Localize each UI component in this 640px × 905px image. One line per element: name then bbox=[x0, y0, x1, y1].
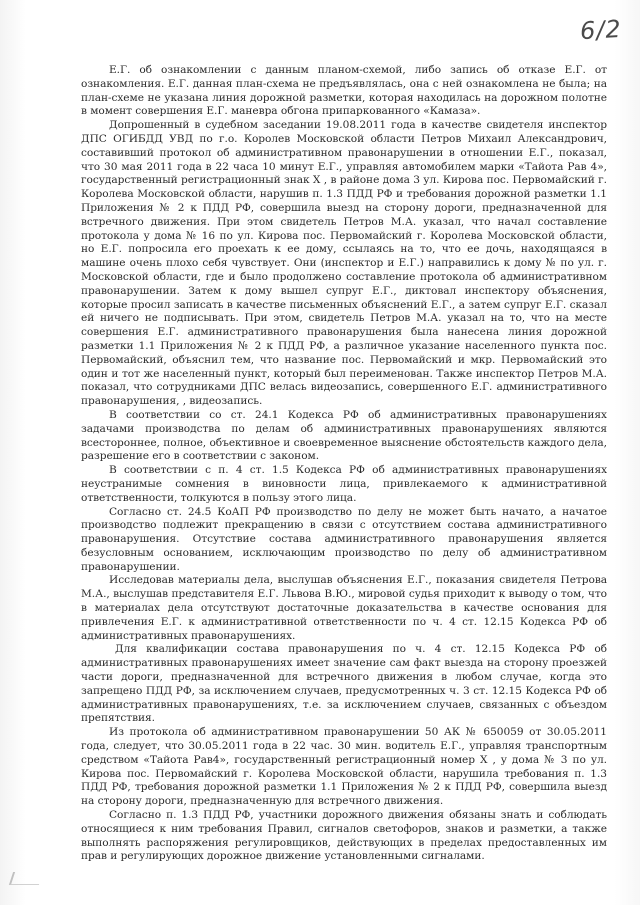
paragraph-materials-review: Исследовав материалы дела, выслушав объяснения Е.Г., показания свидетеля Петрова М.А., выслушав представителя Е.Г. Львова В.Ю., мировой судья приходит к выводу о том, что в материалах дела отсутствуют достаточные доказательства в качестве основания для привлечения Е.Г. к административной ответственности по ч. 4 ст. 12.15 Кодекса РФ об административных правонарушениях. bbox=[81, 574, 607, 642]
paragraph-qualification: Для квалификации состава правонарушения по ч. 4 ст. 12.15 Кодекса РФ об административных правонарушениях имеет значение сам факт выезда на сторону проезжей части дороги, предназначенной для встречного движения в любом случае, когда это запрещено ПДД РФ, за исключением случаев, предусмотренных ч. 3 ст. 12.15 Кодекса РФ об административных правонарушениях, т.е. за исключением случаев, связанных с объездом препятствия. bbox=[81, 643, 607, 725]
paragraph-traffic-rules: Согласно п. 1.3 ПДД РФ, участники дорожного движения обязаны знать и соблюдать относящиеся к ним требования Правил, сигналов светофоров, знаков и разметки, а также выполнять распоряжения регулировщиков, действующих в пределах предоставленных им прав и регулирующих дорожное движение установленными сигналами. bbox=[81, 809, 607, 863]
paragraph-plan-scheme: Е.Г. об ознакомлении с данным планом-схемой, либо запись об отказе Е.Г. от ознакомления. Е.Г. данная план-схема не предъявлялась, она с ней ознакомлена не была; на план-схеме не указана линия дорожной разметки, которая находилась на дорожном полотне в момент совершения Е.Г. маневра обгона припаркованного «Камаза». bbox=[81, 64, 607, 118]
paragraph-article-24-5: Согласно ст. 24.5 КоАП РФ производство по делу не может быть начато, а начатое производство подлежит прекращению в связи с отсутствием состава административного правонарушения. Отсутствие состава административного правонарушения является безусловным основанием, исключающим производство по делу об административном правонарушении. bbox=[81, 505, 607, 573]
paragraph-article-24-1: В соответствии со ст. 24.1 Кодекса РФ об административных правонарушениях задачами производства по делам об административных правонарушениях являются всестороннее, полное, объективное и своевременное выяснение обстоятельств каждого дела, разрешение его в соответствии с законом. bbox=[81, 408, 607, 463]
scan-edge-mark bbox=[9, 872, 43, 885]
paragraph-article-1-5: В соответствии с п. 4 ст. 1.5 Кодекса РФ об административных правонарушениях неустранимые сомнения в виновности лица, привлекаемого к административной ответственности, толкуются в пользу этого лица. bbox=[81, 464, 607, 504]
paragraph-protocol: Из протокола об административном правонарушении 50 АК № 650059 от 30.05.2011 года, следует, что 30.05.2011 года в 22 час. 30 мин. водитель Е.Г., управляя транспортным средством «Тайота Рав4», государственный регистрационный номер Х , у дома № 3 по ул. Кирова пос. Первомайский г. Королева Московской области, нарушила требования п. 1.3 ПДД РФ, требования дорожной разметки 1.1 Приложения № 2 к ПДД РФ, совершила выезд на сторону дороги, предназначенную для встречного движения. bbox=[81, 726, 607, 808]
handwritten-page-number: 6/2 bbox=[579, 14, 623, 46]
paragraph-witness-testimony: Допрошенный в судебном заседании 19.08.2011 года в качестве свидетеля инспектор ДПС ОГИБДД УВД по г.о. Королев Московской области Петров Михаил Александрович, составивший протокол об административном правонарушении в отношении Е.Г., показал, что 30 мая 2011 года в 22 часа 10 минут Е.Г., управляя автомобилем марки «Тайота Рав 4», государственный регистрационный знак Х , в районе дома 3 ул. Кирова пос. Первомайский г. Королева Московской области, нарушив п. 1.3 ПДД РФ и требования дорожной разметки 1.1 Приложения № 2 к ПДД РФ, совершила выезд на сторону дороги, предназначенной для встречного движения. При этом свидетель Петров М.А. указал, что начал составление протокола у дома № 16 по ул. Кирова пос. Первомайский г. Королева Московской области, но Е.Г. попросила его проехать к ее дому, ссылаясь на то, что ее дочь, находящаяся в машине очень плохо себя чувствует. Они (инспектор и Е.Г.) направились к дому № по ул. г. Московской области, где и было продолжено составление протокола об административном правонарушении. Затем к дому вышел супруг Е.Г., диктовал инспектору объяснения, которые просил записать в качестве письменных объяснений Е.Г., а затем супруг Е.Г. сказал ей ничего не подписывать. При этом, свидетель Петров М.А. указал на то, что на месте совершения Е.Г. административного правонарушения была нанесена линия дорожной разметки 1.1 Приложения № 2 к ПДД РФ, а различное указание населенного пункта пос. Первомайский, объяснил тем, что название пос. Первомайский и мкр. Первомайский это один и тот же населенный пункт, который был переименован. Также инспектор Петров М.А. показал, что сотрудниками ДПС велась видеозапись, совершенного Е.Г. административного правонарушения, , видеозапись. bbox=[81, 119, 607, 408]
document-body bbox=[81, 64, 607, 864]
